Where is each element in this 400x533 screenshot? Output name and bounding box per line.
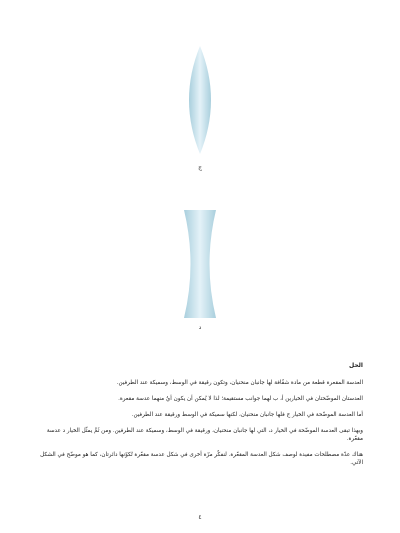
- solution-paragraph: هناك عدّة مصطلحات مفيدة لوصف شكل العدسة المقعّرة. لنفكّر مرّة أخرى في شكل عدسة مقعّرة تُكوّنها دائرتان، كما هو موضّح في الشكل الآتي.: [40, 452, 363, 466]
- page-number: ٤: [198, 514, 202, 521]
- convex-lens-figure: [180, 44, 220, 156]
- solution-paragraph: وبهذا تبقى العدسة الموضّحة في الخيار د، التي لها جانبان منحنيان، ورقيقة في الوسط، وسميكة عند الطرفين. ومن ثَمَّ يمثّل الخيار د عدسة مقعّرة.: [46, 428, 363, 442]
- concave-lens-shape: [184, 210, 216, 318]
- solution-paragraph: أما العدسة الموضّحة في الخيار ج فلها جانبان منحنيان، لكنها سميكة في الوسط ورقيقة عند الطرفين.: [131, 412, 363, 418]
- solution-paragraph: العدستان الموضّحتان في الخيارين أ، ب لهما جوانب مستقيمة؛ لذا لا يُمكن أن يكون أيٌ منهما عدسة مقعرة.: [118, 396, 363, 402]
- concave-lens-label: د: [198, 324, 202, 331]
- convex-lens-shape: [189, 46, 211, 154]
- concave-lens-figure: [183, 209, 217, 319]
- solution-paragraph: العدسة المقعرة قطعة من مادة شفّافة لها جانبان منحنيان، وتكون رقيقة في الوسط، وسميكة عند الطرفين.: [116, 380, 363, 386]
- solution-heading: الحل: [349, 362, 363, 369]
- solution-section: [40, 362, 363, 475]
- convex-lens-label: ج: [198, 164, 202, 171]
